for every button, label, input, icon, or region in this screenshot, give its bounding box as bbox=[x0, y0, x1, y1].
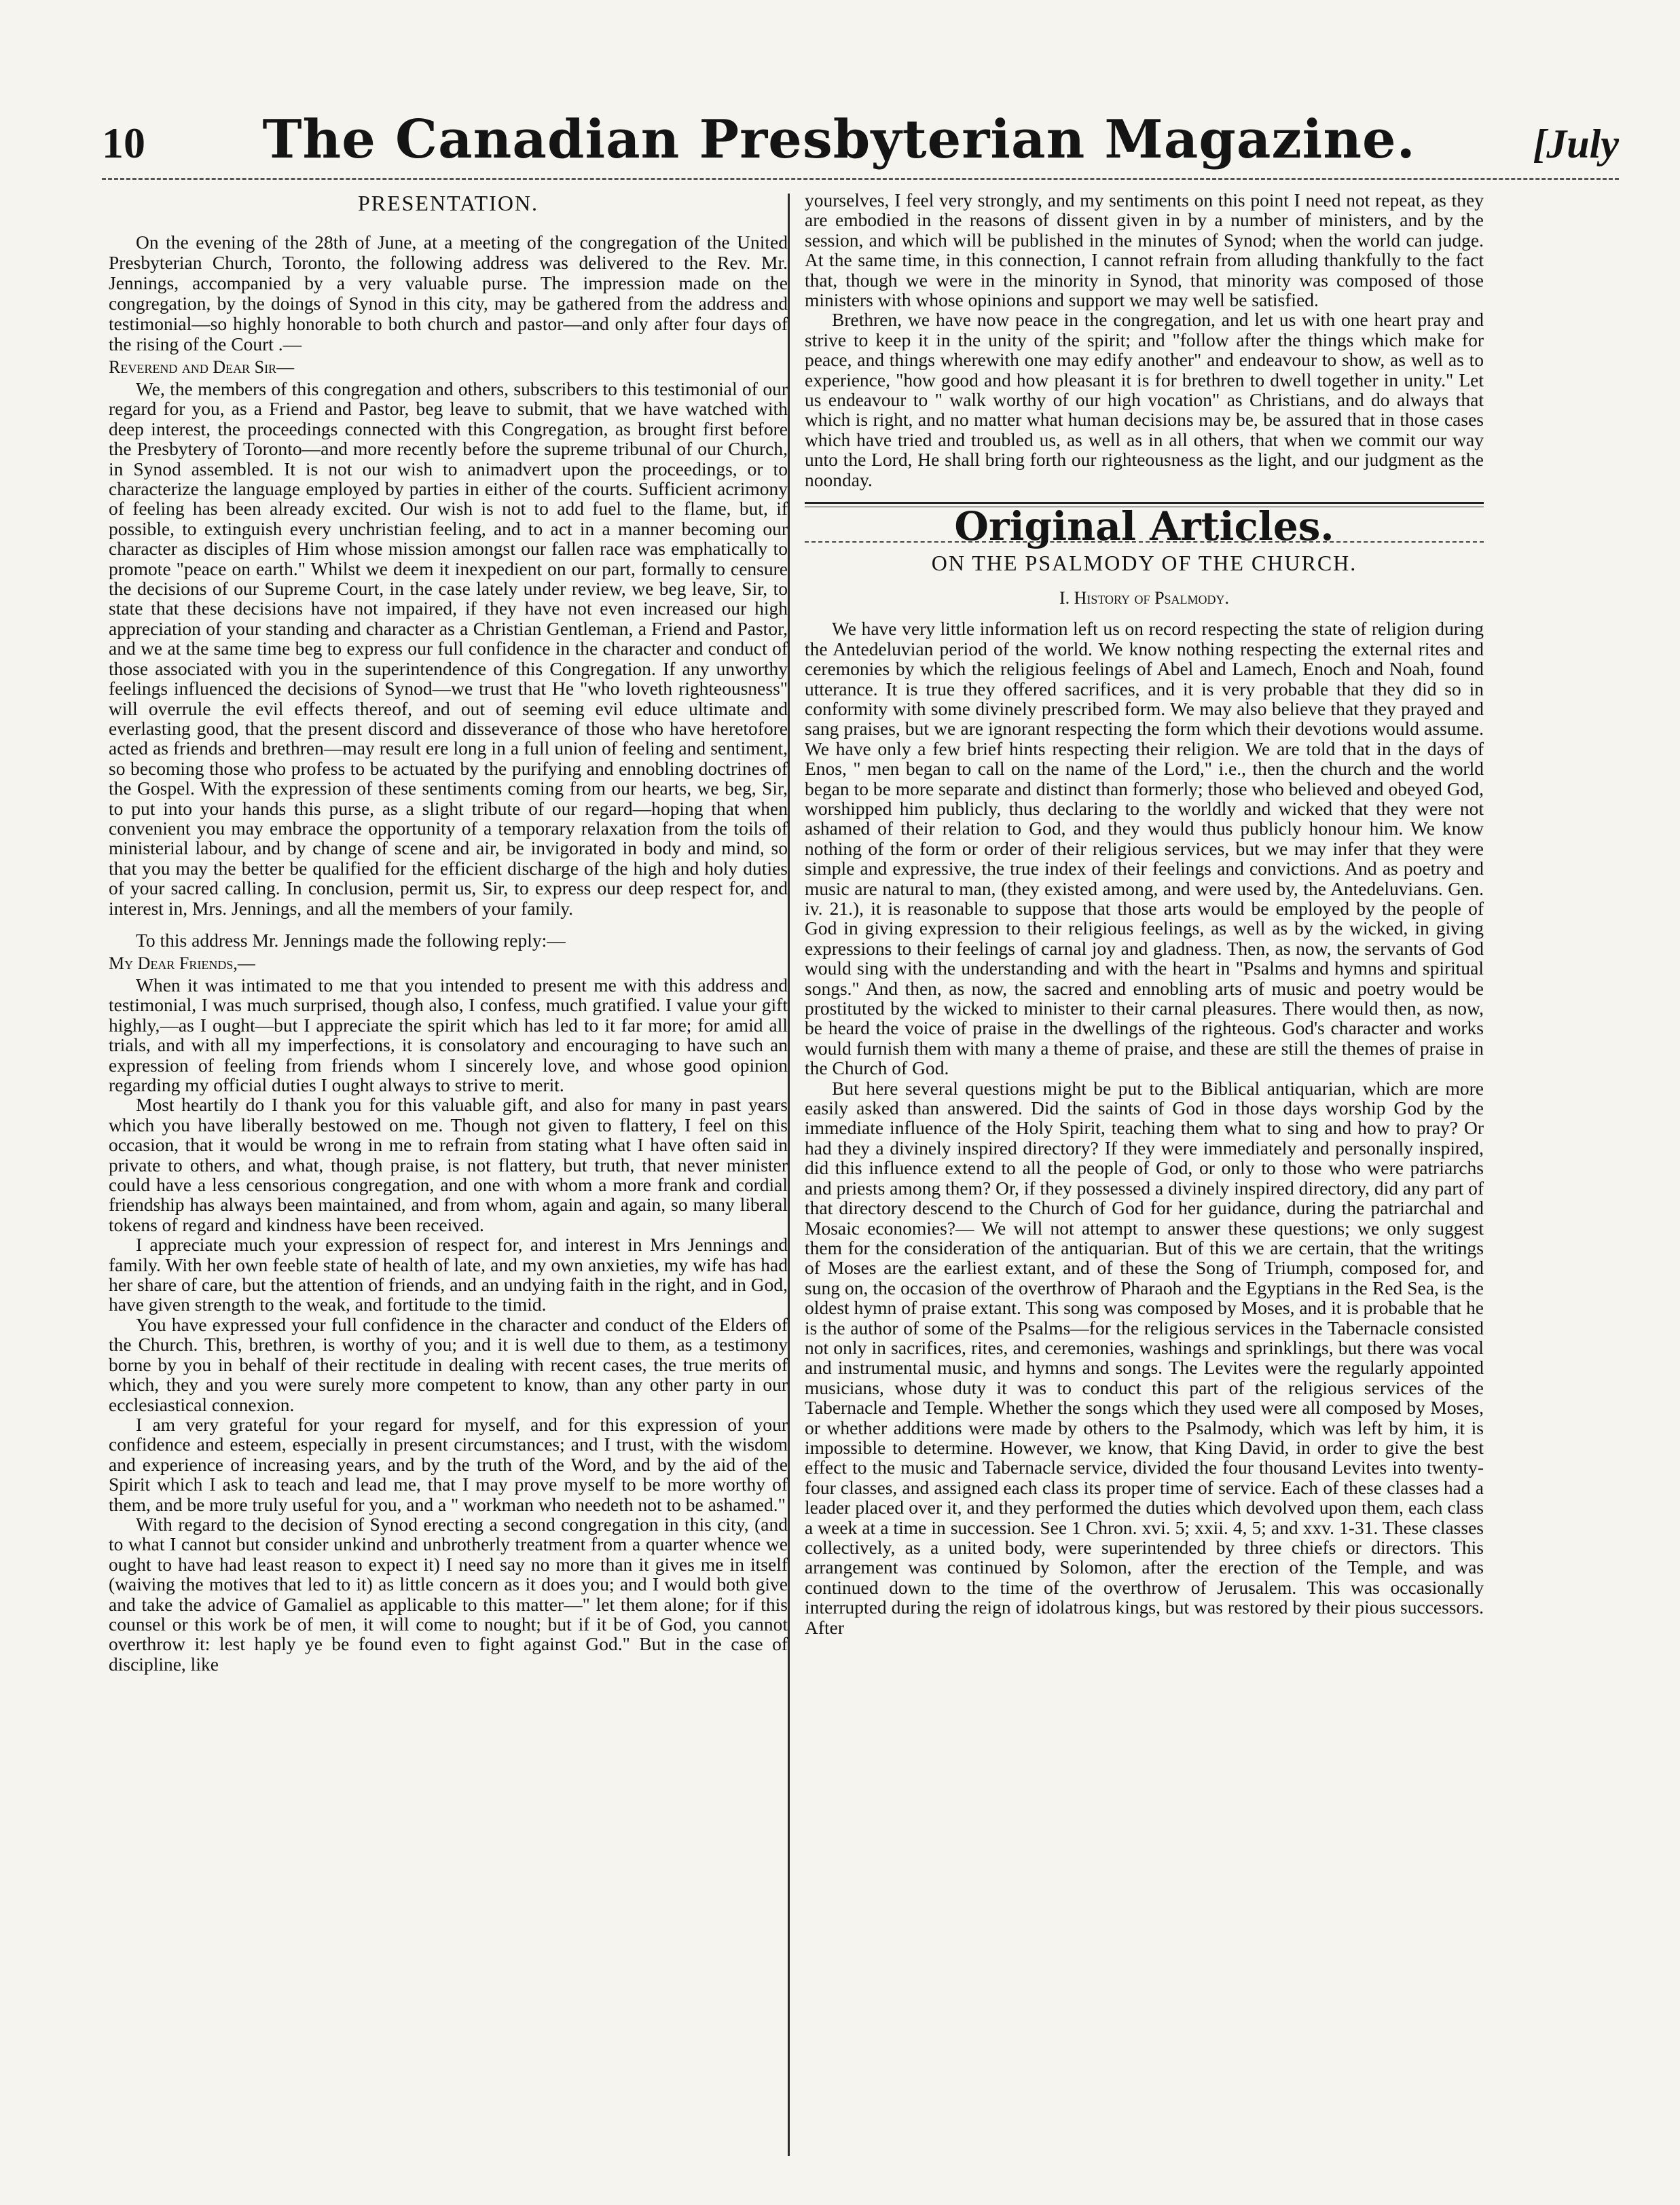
address-salutation: Reverend and Dear Sir— bbox=[109, 357, 295, 377]
left-column bbox=[109, 190, 788, 1674]
column-divider bbox=[788, 194, 790, 2156]
subsection-title: I. History of Psalmody. bbox=[1059, 587, 1230, 608]
original-articles-heading: Original Articles. bbox=[954, 503, 1334, 550]
reply-salutation: My Dear Friends,— bbox=[109, 953, 255, 973]
reply-continuation: yourselves, I feel very strongly, and my sentiments on this point I need not repeat, as they are embodied in the reasons of dissent given in by a number of ministers, and by the session, and which will be published in the minutes of Synod; when the world can judge. At the same time, in this connection, I cannot refrain from alluding thankfully to the fact that, though we were in the minority in Synod, that minority was composed of those ministers with whose opinions and support we may well be satisfied. bbox=[805, 189, 1484, 311]
address-body: We, the members of this congregation and others, subscribers to this testimonial of our regard for you, as a Friend and Pastor, beg leave to submit, that we have watched with deep interest, the proceedings connected with this Congregation, as brought first before the Presbytery of Toronto—and more recently before the supreme tribunal of our Church, in Synod assembled. It is not our wish to animadvert upon the proceedings, or to characterize the language employed by parties in either of the courts. Sufficient acrimony of feeling has been already excited. Our wish is not to add fuel to the flame, but, if possible, to extinguish every unchristian feeling, and to act in a manner becoming our character as disciples of Him whose mission amongst our fallen race was emphatically to promote "peace on earth." Whilst we deem it inexpedient on our part, formally to censure the decisions of our Supreme Court, in the case lately under review, we beg leave, Sir, to state that these decisions have not impaired, if they have not even increased our high appreciation of your standing and character as a Christian Gentleman, a Friend and Pastor, and we at the same time beg to express our full confidence in the character and conduct of those associated with you in the superintendence of this Congregation. If any unworthy feelings influenced the decisions of Synod—we trust that He "who loveth righteousness" will overrule the evil effects thereof, and out of seeming evil educe ultimate and everlasting good, that the present discord and disseverance of those who have heretofore acted as friends and brethren—may result ere long in a full union of feeling and sentiment, so becoming those who profess to be actuated by the purifying and ennobling doctrines of the Gospel. With the expression of these sentiments coming from our hearts, we beg, Sir, to put into your hands this purse, as a slight tribute of our regard—hoping that when convenient you may embrace the opportunity of a temporary relaxation from the toils of ministerial labour, and by change of scene and air, be invigorated in body and mind, so that you may the better be qualified for the efficient discharge of the high and holy duties of your sacred calling. In conclusion, permit us, Sir, to express our deep respect for, and interest in, Mrs. Jennings, and all the members of your family. bbox=[109, 378, 788, 919]
issue-month: [July bbox=[1533, 122, 1619, 166]
reply-continuation: Brethren, we have now peace in the congregation, and let us with one heart pray and strive to keep it in the unity of the spirit; and "follow after the things which make for peace, and things wherewith one may edify another" and endeavour to show, as well as to experience, "how good and how pleasant it is for brethren to dwell together in unity." Let us endeavour to " walk worthy of our high vocation" as Christians, and do always that which is right, and no matter what human decisions may be, be assured that in those cases which have tried and troubled us, as well as in all others, that when we commit our way unto the Lord, He shall bring forth our righteousness as the light, and our judgment as the noonday. bbox=[805, 309, 1484, 490]
reply-paragraph: I appreciate much your expression of respect for, and interest in Mrs Jennings and family. With her own feeble state of health of late, and my own anxieties, my wife has had her share of care, but the attention of friends, and an undying faith in the right, and in God, have given strength to the weak, and fortitude to the timid. bbox=[109, 1234, 788, 1315]
article-title: ON THE PSALMODY OF THE CHURCH. bbox=[931, 550, 1357, 575]
header-rule bbox=[102, 178, 1619, 180]
reply-paragraph: You have expressed your full confidence in the character and conduct of the Elders of the Church. This, brethren, is worthy of you; and it is well due to them, as a testimony borne by you in behalf of their rectitude in dealing with recent cases, the true merits of which, they and you were surely more competent to know, than any other party in our ecclesiastical connexion. bbox=[109, 1313, 788, 1415]
page-number: 10 bbox=[102, 119, 145, 167]
reply-paragraph: Most heartily do I thank you for this valuable gift, and also for many in past years which you have liberally bestowed on me. Though not given to flattery, I feel on this occasion, that it would be wrong in me to refrain from stating what I have often said in private to others, and what, though praise, is not flattery, but truth, that never minister could have a less censorious congregation, and one with whom a more frank and cordial friendship has always been maintained, and from whom, again and again, so many liberal tokens of regard and kindness have been received. bbox=[109, 1094, 788, 1235]
reply-intro: To this address Mr. Jennings made the following reply:— bbox=[136, 929, 566, 951]
page-header bbox=[102, 109, 1619, 177]
reply-body bbox=[109, 975, 788, 1674]
article-paragraph: But here several questions might be put to the Biblical antiquarian, which are more easily asked than answered. Did the saints of God in those days worship God by the immediate influence of the Holy Spirit, teaching them what to sing and how to pray? Or had they a divinely inspired directory? If they were immediately and personally inspired, did this influence extend to all the people of God, or only to those who were patriarchs and priests among them? Or, if they possessed a divinely inspired directory, did any part of that directory descend to the Church of God for her guidance, during the patriarchal and Mosaic economies?— We will not attempt to answer these questions; we only suggest them for the consideration of the antiquarian. But of this we are certain, that the writings of Moses are the earliest extant, and of these the Song of Triumph, composed for, and sung on, the occasion of the overthrow of Pharaoh and the Egyptians in the Red Sea, is the oldest hymn of praise extant. This song was composed by Moses, and it is probable that he is the author of some of the Psalms—for the religious services in the Tabernacle consisted not only in sacrifices, rites, and ceremonies, washings and sprinklings, but there was vocal and instrumental music, and hymns and songs. The Levites were the regularly appointed musicians, whose duty it was to conduct this part of the religious services of the Tabernacle and Temple. Whether the songs which they used were all composed by Moses, or whether additions were made by others to the Psalmody, which was left by him, it is impossible to determine. However, we know, that King David, in order to give the best effect to the music and Tabernacle service, divided the four thousand Levites into twenty-four classes, and assigned each class its proper time of service. Each of these classes had a leader placed over it, and they performed the duties which devolved upon them, each class a week at a time in succession. See 1 Chron. xvi. 5; xxii. 4, 5; and xxv. 1-31. These classes collectively, as a united body, were superintended by three chiefs or directors. This arrangement was continued by Solomon, after the erection of the Temple, and was continued down to the time of the overthrow of Jerusalem. This was occasionally interrupted during the reign of idolatrous kings, but was restored by their pious successors. After bbox=[805, 1077, 1484, 1638]
reply-paragraph: When it was intimated to me that you intended to present me with this address and testimonial, I was much surprised, though also, I confess, much gratified. I value your gift highly,—as I ought—but I appreciate the spirit which has led to it far more; for amid all trials, and with all my imperfections, it is consolatory and encouraging to have such an expression of feeling from friends whom I sincerely love, and whose good opinion regarding my official duties I ought always to strive to merit. bbox=[109, 974, 788, 1095]
right-column bbox=[805, 190, 1484, 1637]
presentation-intro: On the evening of the 28th of June, at a meeting of the congregation of the United Presbyterian Church, Toronto, the following address was delivered to the Rev. Mr. Jennings, accompanied by a very valuable purse. The impression made on the congregation, by the doings of Synod in this city, may be gathered from the address and testimonial—so highly honorable to both church and pastor—and only after four days of the rising of the Court .— bbox=[109, 232, 788, 354]
reply-paragraph: With regard to the decision of Synod erecting a second congregation in this city, (and to what I cannot but consider unkind and unbrotherly treatment from a quarter whence we ought to have had least reason to expect it) I need say no more than it gives me in itself (waiving the motives that led to it) as little concern as it does you; and I would both give and take the advice of Gamaliel as applicable to this matter—" let them alone; for if this counsel or this work be of men, it will come to nought; but if it be of God, you cannot overthrow it: lest haply ye be found even to fight against God." But in the case of discipline, like bbox=[109, 1513, 788, 1675]
article-paragraph: We have very little information left us on record respecting the state of religion during the Antedeluvian period of the world. We know nothing respecting the external rites and ceremonies by which the religious feelings of Abel and Lamech, Enoch and Noah, found utterance. It is true they offered sacrifices, and it is very probable that they did so in conformity with some divinely prescribed form. We may also believe that they prayed and sang praises, but we are ignorant respecting the form which their devotions would assume. We have only a few brief hints respecting their religion. We are told that in the days of Enos, " men began to call on the name of the Lord," i.e., then the church and the world began to be more separate and distinct than formerly; those who believed and obeyed God, worshipped him publicly, thus declaring to the worldly and wicked that they were not ashamed of their relation to God, and they would thus publicly honour him. We know nothing of the form or order of their religious services, but we may infer that they were simple and expressive, the true index of their feelings and convictions. And as poetry and music are natural to man, (they existed among, and were used by, the Antedeluvians. Gen. iv. 21.), it is reasonable to suppose that those arts would be employed by the people of God in giving expression to their religious feelings, as well as by the wicked, in giving expressions to their feelings of carnal joy and gladness. Then, as now, the servants of God would sing with the understanding and with the heart in "Psalms and hymns and spiritual songs." And then, as now, the sacred and ennobling arts of music and poetry would be prostituted by the wicked to minister to their carnal pleasures. There would then, as now, be heard the voice of praise in the dwellings of the righteous. God's character and works would furnish them with many a theme of praise, and these are still the themes of praise in the Church of God. bbox=[805, 618, 1484, 1079]
magazine-title: The Canadian Presbyterian Magazine. bbox=[262, 109, 1416, 170]
presentation-title: PRESENTATION. bbox=[357, 191, 539, 215]
reply-paragraph: I am very grateful for your regard for myself, and for this expression of your confidence and esteem, especially in present circumstances; and I trust, with the wisdom and experience of increasing years, and by the truth of the Word, and by the aid of the Spirit which I ask to teach and lead me, that I may prove myself to be more worthy of them, and be more truly useful for you, and a " workman who needeth not to be ashamed." bbox=[109, 1413, 788, 1515]
